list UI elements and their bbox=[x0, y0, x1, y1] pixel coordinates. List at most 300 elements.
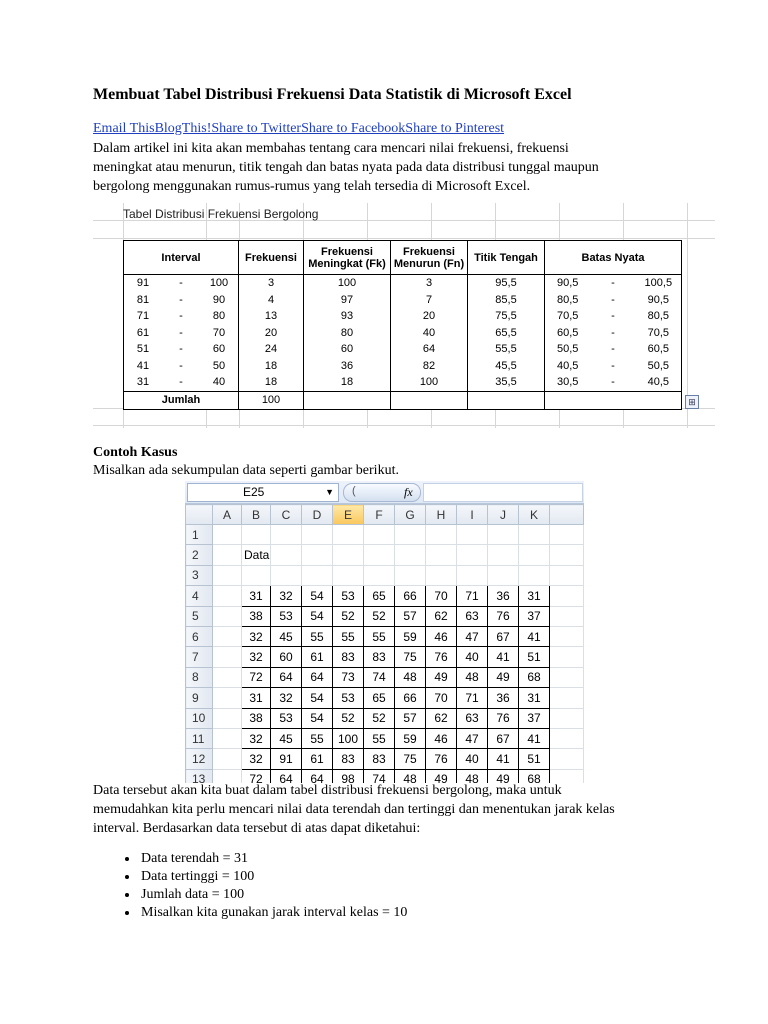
total-label: Jumlah bbox=[124, 391, 239, 409]
data-cell[interactable]: 65 bbox=[364, 586, 395, 606]
data-cell[interactable]: 48 bbox=[457, 769, 488, 783]
cell-f: 3 bbox=[239, 275, 304, 292]
cell[interactable] bbox=[550, 525, 584, 545]
batas-low: 50,5 bbox=[556, 343, 579, 356]
body-line: memudahkan kita perlu mencari nilai data terendah dan tertinggi dan menentukan jarak kelas bbox=[93, 802, 615, 817]
data-cell[interactable]: 54 bbox=[302, 586, 333, 606]
row-header[interactable]: 2 bbox=[186, 545, 213, 565]
data-cell[interactable]: 32 bbox=[242, 749, 271, 769]
header-fk-top: Frekuensi bbox=[321, 245, 373, 258]
batas-high: 80,5 bbox=[647, 310, 670, 323]
data-cell[interactable]: 37 bbox=[519, 708, 550, 728]
interval-low: 81 bbox=[136, 293, 150, 306]
column-header-row bbox=[186, 505, 584, 525]
intro-line: bergolong menggunakan rumus-rumus yang telah tersedia di Microsoft Excel. bbox=[93, 179, 531, 194]
cell[interactable] bbox=[213, 626, 242, 646]
data-cell[interactable]: 55 bbox=[364, 728, 395, 748]
cell[interactable] bbox=[426, 565, 457, 585]
cell[interactable] bbox=[550, 728, 584, 748]
data-cell[interactable]: 64 bbox=[302, 769, 333, 783]
data-cell[interactable]: 32 bbox=[271, 688, 302, 708]
header-fk-bottom: Meningkat (Fk) bbox=[308, 257, 386, 270]
row-header[interactable]: 1 bbox=[186, 525, 213, 545]
cell[interactable] bbox=[457, 525, 488, 545]
data-cell[interactable]: 32 bbox=[271, 586, 302, 606]
data-cell[interactable]: 70 bbox=[426, 586, 457, 606]
cell[interactable] bbox=[213, 749, 242, 769]
data-cell[interactable]: 57 bbox=[395, 606, 426, 626]
cell[interactable] bbox=[213, 688, 242, 708]
list-item: • Data terendah = 31 bbox=[139, 850, 407, 868]
data-cell[interactable]: 49 bbox=[488, 667, 519, 687]
body-line: Data tersebut akan kita buat dalam tabel distribusi frekuensi bergolong, maka untuk bbox=[93, 783, 562, 798]
cell[interactable] bbox=[271, 545, 302, 565]
table-row bbox=[124, 292, 682, 309]
cell[interactable] bbox=[488, 525, 519, 545]
data-cell[interactable]: 72 bbox=[242, 667, 271, 687]
data-cell[interactable]: 64 bbox=[271, 667, 302, 687]
data-cell[interactable]: 48 bbox=[395, 769, 426, 783]
data-cell[interactable]: 98 bbox=[333, 769, 364, 783]
cell-f: 18 bbox=[239, 374, 304, 391]
row-header[interactable]: 11 bbox=[186, 728, 213, 748]
data-cell[interactable]: 76 bbox=[488, 708, 519, 728]
batas-low: 40,5 bbox=[556, 359, 579, 372]
cell[interactable] bbox=[519, 565, 550, 585]
dash: - bbox=[179, 359, 183, 372]
dash: - bbox=[611, 376, 615, 389]
cell[interactable] bbox=[426, 525, 457, 545]
data-cell[interactable]: 64 bbox=[271, 769, 302, 783]
cell[interactable] bbox=[333, 545, 364, 565]
cell-fn: 100 bbox=[391, 374, 468, 391]
data-cell[interactable]: 52 bbox=[333, 708, 364, 728]
data-cell[interactable]: 54 bbox=[302, 688, 333, 708]
dash: - bbox=[611, 359, 615, 372]
cell-tt: 65,5 bbox=[468, 325, 545, 342]
data-cell[interactable]: 63 bbox=[457, 606, 488, 626]
cell[interactable] bbox=[550, 545, 584, 565]
row-header[interactable]: 12 bbox=[186, 749, 213, 769]
data-cell[interactable]: 63 bbox=[457, 708, 488, 728]
column-header-selected[interactable]: E bbox=[333, 505, 364, 525]
cell[interactable] bbox=[213, 708, 242, 728]
data-cell[interactable]: 83 bbox=[364, 647, 395, 667]
cell-f: 4 bbox=[239, 292, 304, 309]
data-cell[interactable]: 54 bbox=[302, 708, 333, 728]
cell[interactable] bbox=[488, 545, 519, 565]
table-row bbox=[124, 275, 682, 292]
name-box[interactable] bbox=[187, 483, 339, 502]
data-cell[interactable]: 53 bbox=[333, 586, 364, 606]
cell[interactable] bbox=[457, 565, 488, 585]
dash: - bbox=[179, 310, 183, 323]
cell[interactable] bbox=[550, 626, 584, 646]
cell[interactable] bbox=[333, 565, 364, 585]
cell[interactable] bbox=[457, 545, 488, 565]
data-cell[interactable]: 61 bbox=[302, 749, 333, 769]
data-cell[interactable]: 73 bbox=[333, 667, 364, 687]
data-cell[interactable]: 53 bbox=[271, 606, 302, 626]
spreadsheet-grid bbox=[185, 504, 584, 783]
formula-input[interactable] bbox=[423, 483, 583, 502]
batas-high: 40,5 bbox=[647, 376, 670, 389]
name-box-value: E25 bbox=[243, 485, 265, 499]
share-links[interactable]: Email ThisBlogThis!Share to TwitterShare to FacebookShare to Pinterest bbox=[93, 121, 505, 136]
cell[interactable] bbox=[395, 565, 426, 585]
data-cell[interactable]: 32 bbox=[242, 728, 271, 748]
cell[interactable] bbox=[302, 545, 333, 565]
table-row bbox=[186, 708, 584, 728]
cell-tt: 85,5 bbox=[468, 292, 545, 309]
cell-fn: 7 bbox=[391, 292, 468, 309]
paste-options-icon[interactable]: ⊞ bbox=[685, 395, 699, 409]
row-header[interactable]: 9 bbox=[186, 688, 213, 708]
page-title: Membuat Tabel Distribusi Frekuensi Data Statistik di Microsoft Excel bbox=[93, 86, 572, 103]
intro-line: meningkat atau menurun, titik tengah dan batas nyata pada data distribusi tunggal maupun bbox=[93, 160, 599, 175]
table-row bbox=[124, 374, 682, 391]
cell[interactable] bbox=[395, 545, 426, 565]
cell[interactable] bbox=[302, 525, 333, 545]
data-cell[interactable]: 49 bbox=[488, 769, 519, 783]
row-header[interactable]: 3 bbox=[186, 565, 213, 585]
cell-fk: 60 bbox=[304, 341, 391, 358]
row-header[interactable]: 8 bbox=[186, 667, 213, 687]
cell-f: 20 bbox=[239, 325, 304, 342]
cell-f: 24 bbox=[239, 341, 304, 358]
cell-f: 13 bbox=[239, 308, 304, 325]
cell-tt: 45,5 bbox=[468, 358, 545, 375]
data-cell[interactable]: 49 bbox=[426, 667, 457, 687]
row-header[interactable]: 4 bbox=[186, 586, 213, 606]
data-cell[interactable]: 72 bbox=[242, 769, 271, 783]
cell[interactable] bbox=[519, 545, 550, 565]
frequency-distribution-table bbox=[123, 240, 682, 410]
interval-low: 31 bbox=[136, 376, 150, 389]
interval-high: 90 bbox=[212, 293, 226, 306]
cell[interactable] bbox=[550, 749, 584, 769]
formula-control-icon: ( bbox=[352, 485, 356, 497]
dash: - bbox=[611, 343, 615, 356]
data-cell[interactable]: 62 bbox=[426, 708, 457, 728]
data-cell[interactable]: 40 bbox=[457, 749, 488, 769]
data-cell[interactable]: 59 bbox=[395, 728, 426, 748]
data-cell[interactable]: 49 bbox=[426, 769, 457, 783]
data-cell[interactable]: 76 bbox=[488, 606, 519, 626]
header-fk bbox=[304, 241, 391, 275]
table-row bbox=[124, 341, 682, 358]
data-cell[interactable]: 83 bbox=[333, 749, 364, 769]
data-cell[interactable]: 67 bbox=[488, 728, 519, 748]
cell[interactable] bbox=[302, 565, 333, 585]
cell[interactable] bbox=[213, 667, 242, 687]
cell[interactable] bbox=[271, 565, 302, 585]
column-header[interactable]: C bbox=[271, 505, 302, 525]
dash: - bbox=[179, 293, 183, 306]
row-header[interactable]: 5 bbox=[186, 606, 213, 626]
cell[interactable] bbox=[550, 708, 584, 728]
cell[interactable] bbox=[364, 545, 395, 565]
cell-tt: 35,5 bbox=[468, 374, 545, 391]
data-cell[interactable]: 54 bbox=[302, 606, 333, 626]
column-header[interactable]: I bbox=[457, 505, 488, 525]
data-cell[interactable]: 68 bbox=[519, 769, 550, 783]
data-cell[interactable]: 47 bbox=[457, 626, 488, 646]
case-heading: Contoh Kasus bbox=[93, 445, 178, 460]
column-header[interactable]: F bbox=[364, 505, 395, 525]
data-cell[interactable]: 59 bbox=[395, 626, 426, 646]
dash: - bbox=[611, 293, 615, 306]
case-intro: Misalkan ada sekumpulan data seperti gambar berikut. bbox=[93, 463, 399, 478]
cell[interactable] bbox=[364, 525, 395, 545]
cell[interactable] bbox=[550, 586, 584, 606]
data-label-cell[interactable]: Data bbox=[242, 545, 271, 565]
data-cell[interactable]: 47 bbox=[457, 728, 488, 748]
dash: - bbox=[179, 376, 183, 389]
data-cell[interactable]: 61 bbox=[302, 647, 333, 667]
cell[interactable] bbox=[395, 525, 426, 545]
dash: - bbox=[179, 277, 183, 290]
column-header[interactable]: G bbox=[395, 505, 426, 525]
data-cell[interactable]: 52 bbox=[364, 708, 395, 728]
cell[interactable] bbox=[242, 565, 271, 585]
list-item: • Misalkan kita gunakan jarak interval kelas = 10 bbox=[139, 904, 407, 922]
data-cell[interactable]: 76 bbox=[426, 749, 457, 769]
data-cell[interactable]: 41 bbox=[488, 749, 519, 769]
column-header[interactable]: B bbox=[242, 505, 271, 525]
dash: - bbox=[611, 277, 615, 290]
data-cell[interactable]: 57 bbox=[395, 708, 426, 728]
table-row bbox=[186, 688, 584, 708]
data-cell[interactable]: 41 bbox=[519, 728, 550, 748]
body-line: interval. Berdasarkan data tersebut di atas dapat diketahui: bbox=[93, 821, 421, 836]
data-cell[interactable]: 41 bbox=[519, 626, 550, 646]
cell-f: 18 bbox=[239, 358, 304, 375]
intro-line: Dalam artikel ini kita akan membahas tentang cara mencari nilai frekuensi, frekuensi bbox=[93, 141, 569, 156]
interval-high: 60 bbox=[212, 343, 226, 356]
table-row bbox=[124, 358, 682, 375]
table-row bbox=[186, 586, 584, 606]
table-row bbox=[186, 647, 584, 667]
cell[interactable] bbox=[550, 688, 584, 708]
cell[interactable] bbox=[213, 606, 242, 626]
data-cell[interactable]: 38 bbox=[242, 708, 271, 728]
data-cell[interactable]: 76 bbox=[426, 647, 457, 667]
batas-high: 60,5 bbox=[647, 343, 670, 356]
row-header[interactable]: 10 bbox=[186, 708, 213, 728]
data-cell[interactable]: 74 bbox=[364, 769, 395, 783]
table-row bbox=[186, 545, 584, 565]
data-cell[interactable]: 36 bbox=[488, 688, 519, 708]
data-cell[interactable]: 31 bbox=[242, 688, 271, 708]
cell[interactable] bbox=[519, 525, 550, 545]
total-row bbox=[124, 391, 682, 409]
cell-fk: 93 bbox=[304, 308, 391, 325]
chevron-down-icon[interactable]: ▼ bbox=[325, 487, 334, 497]
column-header[interactable]: A bbox=[213, 505, 242, 525]
interval-low: 51 bbox=[136, 343, 150, 356]
interval-low: 41 bbox=[136, 359, 150, 372]
data-cell[interactable]: 48 bbox=[457, 667, 488, 687]
cell[interactable] bbox=[213, 728, 242, 748]
header-frekuensi: Frekuensi bbox=[239, 241, 304, 275]
batas-high: 70,5 bbox=[647, 326, 670, 339]
batas-high: 90,5 bbox=[647, 293, 670, 306]
column-header-empty bbox=[550, 505, 584, 525]
cell-fn: 64 bbox=[391, 341, 468, 358]
cell[interactable] bbox=[364, 565, 395, 585]
formula-controls[interactable] bbox=[343, 483, 421, 502]
cell-tt: 95,5 bbox=[468, 275, 545, 292]
data-cell[interactable]: 62 bbox=[426, 606, 457, 626]
cell[interactable] bbox=[550, 667, 584, 687]
data-cell[interactable]: 65 bbox=[364, 688, 395, 708]
cell-fn: 3 bbox=[391, 275, 468, 292]
interval-high: 50 bbox=[212, 359, 226, 372]
data-cell[interactable]: 83 bbox=[364, 749, 395, 769]
cell[interactable] bbox=[488, 565, 519, 585]
cell-tt: 75,5 bbox=[468, 308, 545, 325]
data-cell[interactable]: 55 bbox=[302, 626, 333, 646]
data-cell[interactable]: 100 bbox=[333, 728, 364, 748]
data-cell[interactable]: 53 bbox=[271, 708, 302, 728]
column-header[interactable]: J bbox=[488, 505, 519, 525]
data-cell[interactable]: 66 bbox=[395, 688, 426, 708]
cell-fn: 40 bbox=[391, 325, 468, 342]
header-fn-top: Frekuensi bbox=[403, 245, 455, 258]
header-batas-nyata: Batas Nyata bbox=[545, 241, 682, 275]
cell[interactable] bbox=[550, 606, 584, 626]
data-cell[interactable]: 45 bbox=[271, 728, 302, 748]
data-cell[interactable]: 60 bbox=[271, 647, 302, 667]
distribution-table-screenshot bbox=[93, 203, 715, 428]
cell[interactable] bbox=[213, 586, 242, 606]
data-cell[interactable]: 48 bbox=[395, 667, 426, 687]
data-cell[interactable]: 66 bbox=[395, 586, 426, 606]
dash: - bbox=[179, 326, 183, 339]
dash: - bbox=[611, 326, 615, 339]
header-interval: Interval bbox=[124, 241, 239, 275]
data-cell[interactable]: 46 bbox=[426, 626, 457, 646]
interval-low: 91 bbox=[136, 277, 150, 290]
dash: - bbox=[179, 343, 183, 356]
cell[interactable] bbox=[213, 545, 242, 565]
table-row bbox=[124, 308, 682, 325]
list-item: • Jumlah data = 100 bbox=[139, 886, 407, 904]
body-paragraph bbox=[93, 781, 683, 838]
dash: - bbox=[611, 310, 615, 323]
table-caption: Tabel Distribusi Frekuensi Bergolong bbox=[123, 207, 319, 221]
cell[interactable] bbox=[213, 647, 242, 667]
column-header[interactable]: D bbox=[302, 505, 333, 525]
data-cell[interactable]: 91 bbox=[271, 749, 302, 769]
column-header[interactable]: H bbox=[426, 505, 457, 525]
interval-low: 71 bbox=[136, 310, 150, 323]
column-header[interactable]: K bbox=[519, 505, 550, 525]
data-cell[interactable]: 71 bbox=[457, 688, 488, 708]
cell-fk: 80 bbox=[304, 325, 391, 342]
data-cell[interactable]: 36 bbox=[488, 586, 519, 606]
data-cell[interactable]: 83 bbox=[333, 647, 364, 667]
cell[interactable] bbox=[242, 525, 271, 545]
data-cell[interactable]: 40 bbox=[457, 647, 488, 667]
batas-low: 30,5 bbox=[556, 376, 579, 389]
data-cell[interactable]: 52 bbox=[364, 606, 395, 626]
data-cell[interactable]: 74 bbox=[364, 667, 395, 687]
data-cell[interactable]: 71 bbox=[457, 586, 488, 606]
table-row bbox=[124, 325, 682, 342]
data-cell[interactable]: 38 bbox=[242, 606, 271, 626]
data-cell[interactable]: 31 bbox=[519, 586, 550, 606]
cell[interactable] bbox=[426, 545, 457, 565]
data-cell[interactable]: 55 bbox=[364, 626, 395, 646]
data-cell[interactable]: 51 bbox=[519, 647, 550, 667]
intro-paragraph bbox=[93, 139, 683, 196]
total-value: 100 bbox=[239, 391, 304, 409]
data-cell[interactable]: 32 bbox=[242, 647, 271, 667]
data-cell[interactable]: 55 bbox=[302, 728, 333, 748]
data-cell[interactable]: 41 bbox=[488, 647, 519, 667]
row-header[interactable]: 13 bbox=[186, 769, 213, 783]
cell-fk: 18 bbox=[304, 374, 391, 391]
data-cell[interactable]: 52 bbox=[333, 606, 364, 626]
row-header[interactable]: 7 bbox=[186, 647, 213, 667]
data-cell[interactable]: 31 bbox=[519, 688, 550, 708]
data-cell[interactable]: 64 bbox=[302, 667, 333, 687]
data-cell[interactable]: 70 bbox=[426, 688, 457, 708]
cell-fn: 20 bbox=[391, 308, 468, 325]
data-cell[interactable]: 32 bbox=[242, 626, 271, 646]
cell[interactable] bbox=[333, 525, 364, 545]
data-cell[interactable]: 45 bbox=[271, 626, 302, 646]
interval-high: 100 bbox=[209, 277, 229, 290]
data-cell[interactable]: 53 bbox=[333, 688, 364, 708]
facts-list bbox=[113, 850, 407, 922]
table-row bbox=[186, 606, 584, 626]
data-cell[interactable]: 75 bbox=[395, 749, 426, 769]
table-row bbox=[186, 667, 584, 687]
data-cell[interactable]: 37 bbox=[519, 606, 550, 626]
row-header[interactable]: 6 bbox=[186, 626, 213, 646]
interval-low: 61 bbox=[136, 326, 150, 339]
cell[interactable] bbox=[550, 565, 584, 585]
batas-low: 70,5 bbox=[556, 310, 579, 323]
table-row bbox=[186, 728, 584, 748]
function-icon[interactable]: fx bbox=[404, 485, 413, 499]
select-all-corner[interactable] bbox=[186, 505, 213, 525]
data-cell[interactable]: 75 bbox=[395, 647, 426, 667]
interval-high: 40 bbox=[212, 376, 226, 389]
data-cell[interactable]: 67 bbox=[488, 626, 519, 646]
batas-low: 80,5 bbox=[556, 293, 579, 306]
cell[interactable] bbox=[271, 525, 302, 545]
batas-high: 100,5 bbox=[644, 277, 673, 290]
cell-fk: 97 bbox=[304, 292, 391, 309]
data-cell[interactable]: 31 bbox=[242, 586, 271, 606]
cell[interactable] bbox=[213, 565, 242, 585]
data-cell[interactable]: 51 bbox=[519, 749, 550, 769]
list-item: • Data tertinggi = 100 bbox=[139, 868, 407, 886]
cell[interactable] bbox=[213, 525, 242, 545]
data-cell[interactable]: 68 bbox=[519, 667, 550, 687]
spreadsheet-screenshot bbox=[185, 481, 584, 783]
cell[interactable] bbox=[550, 647, 584, 667]
data-cell[interactable]: 46 bbox=[426, 728, 457, 748]
table-row bbox=[186, 565, 584, 585]
data-cell[interactable]: 55 bbox=[333, 626, 364, 646]
interval-high: 80 bbox=[212, 310, 226, 323]
header-titik-tengah: Titik Tengah bbox=[468, 241, 545, 275]
